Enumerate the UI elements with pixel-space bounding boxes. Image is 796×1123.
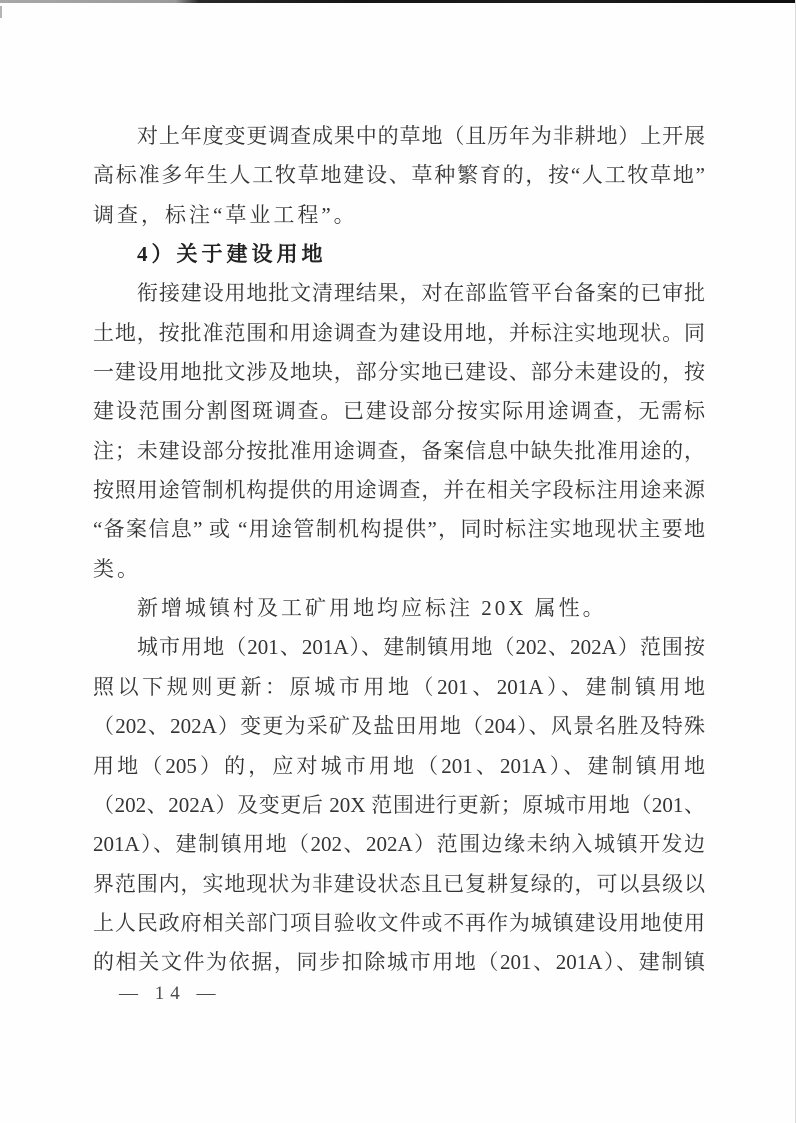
text-line: “备案信息” 或 “用途管制机构提供”，同时标注实地现状主要地	[93, 517, 705, 542]
text-line: 类。	[93, 556, 141, 581]
text-line: 对上年度变更调查成果中的草地（且历年为非耕地）上开展	[137, 124, 705, 148]
text-line: 高标准多年生人工牧草地建设、草种繁育的，按“人工牧草地”	[93, 163, 705, 188]
text-line: 衔接建设用地批文清理结果，对在部监管平台备案的已审批	[137, 281, 705, 306]
text-line: 城市用地（201、201A）、建制镇用地（202、202A）范围按	[137, 635, 705, 660]
page-number: — 14 —	[119, 983, 222, 1004]
text-line: 新增城镇村及工矿用地均应标注 20X 属性。	[137, 596, 607, 621]
text-line: 界范围内，实地现状为非建设状态且已复耕复绿的，可以县级以	[93, 871, 705, 896]
text-line: 土地，按批准范围和用途调查为建设用地，并标注实地现状。同	[93, 320, 705, 345]
text-line: 上人民政府相关部门项目验收文件或不再作为城镇建设用地使用	[93, 910, 705, 935]
scan-artifact-top-line	[0, 0, 796, 3]
text-line: （202、202A）及变更后 20X 范围进行更新；原城市用地（201、	[93, 792, 705, 817]
text-line: 201A）、建制镇用地（202、202A）范围边缘未纳入城镇开发边	[93, 832, 705, 857]
text-line: 用地（205）的，应对城市用地（201、201A）、建制镇用地	[93, 753, 705, 778]
scan-artifact-left-tick	[0, 6, 2, 18]
text-line: 调查，标注“草业工程”。	[93, 202, 358, 227]
text-line: 按照用途管制机构提供的用途调查，并在相关字段标注用途来源	[93, 478, 705, 503]
text-line: 建设范围分割图斑调查。已建设部分按实际用途调查，无需标	[93, 399, 705, 424]
text-block	[93, 117, 705, 983]
section-heading: 4）关于建设用地	[137, 242, 327, 267]
text-line: 一建设用地批文涉及地块，部分实地已建设、部分未建设的，按	[93, 360, 705, 385]
text-line: 注；未建设部分按批准用途调查，备案信息中缺失批准用途的，	[93, 438, 705, 463]
text-line: 照以下规则更新：原城市用地（201、201A）、建制镇用地	[93, 674, 705, 699]
text-line: （202、202A）变更为采矿及盐田用地（204）、风景名胜及特殊	[93, 714, 705, 739]
text-line: 的相关文件为依据，同步扣除城市用地（201、201A）、建制镇	[93, 950, 705, 975]
